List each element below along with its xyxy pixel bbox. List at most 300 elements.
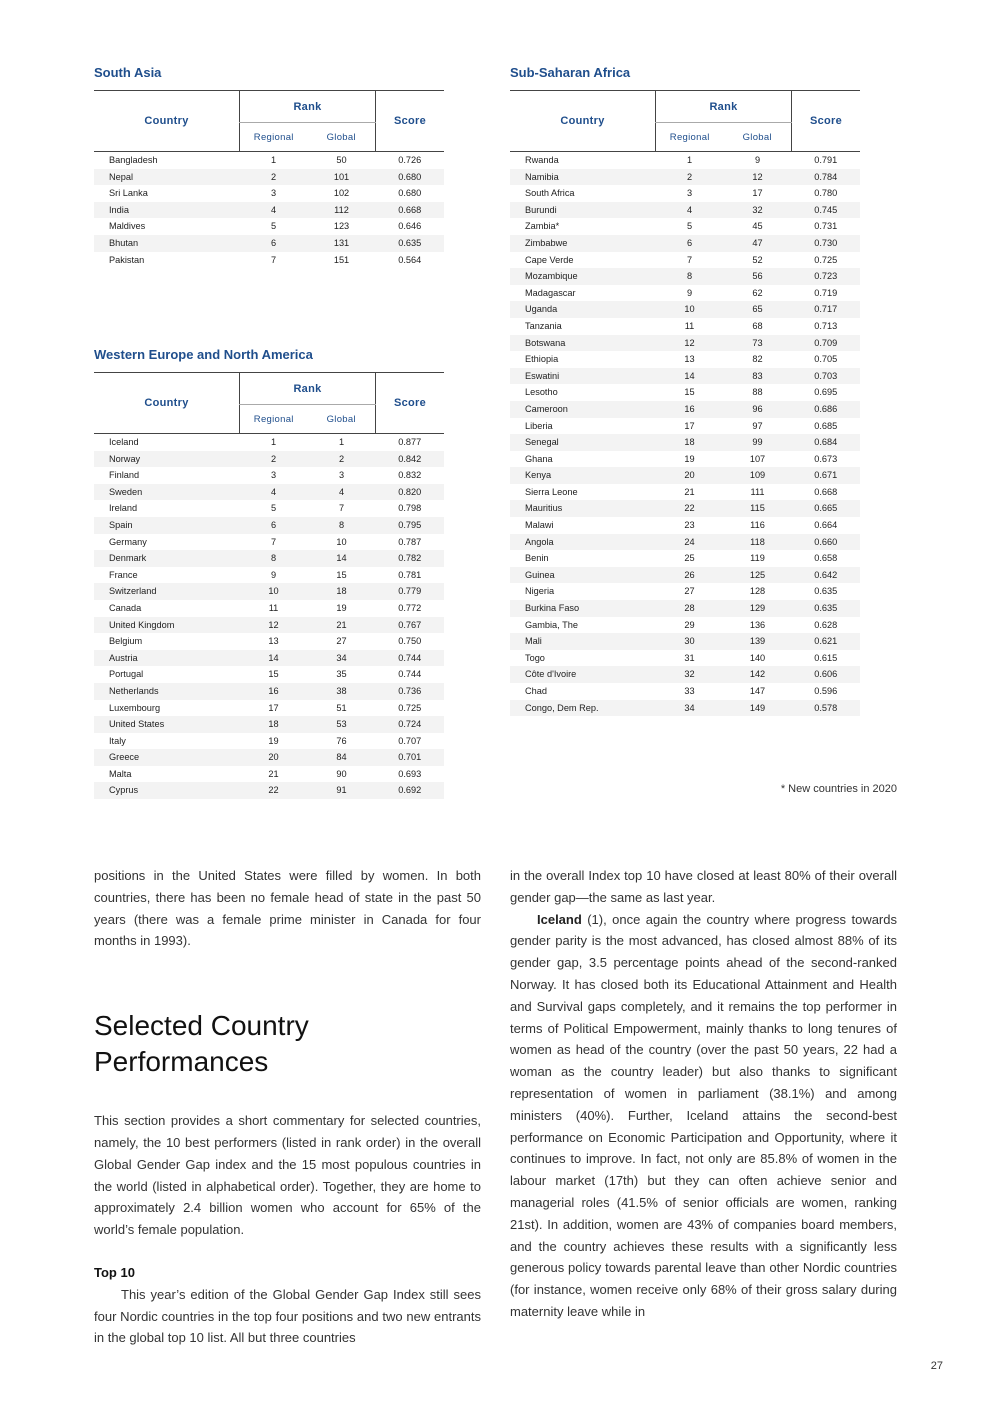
- cell-country: United Kingdom: [94, 617, 240, 634]
- table-row: [510, 534, 860, 551]
- cell-regional-rank: 10: [656, 301, 724, 318]
- cell-score: 0.692: [376, 782, 445, 799]
- cell-country: Guinea: [510, 567, 656, 584]
- cell-country: Finland: [109, 470, 140, 481]
- cell-regional-rank: 24: [656, 534, 724, 551]
- cell-country: Burkina Faso: [510, 600, 656, 617]
- cell-score: 0.736: [376, 683, 445, 700]
- table-row: [510, 700, 860, 717]
- cell-regional-rank: 33: [684, 686, 695, 696]
- table-row: [510, 235, 860, 252]
- cell-country: Tanzania: [525, 320, 562, 331]
- heading-line: Performances: [94, 1046, 269, 1078]
- cell-score: 0.767: [376, 617, 445, 634]
- cell-score: 0.745: [792, 202, 861, 219]
- footnote: * New countries in 2020: [780, 783, 897, 795]
- cell-score: 0.744: [376, 650, 445, 667]
- table-row: [510, 169, 860, 186]
- table-row: [94, 633, 444, 650]
- cell-regional-rank: 6: [656, 235, 724, 252]
- cell-regional-rank: 31: [684, 652, 695, 663]
- cell-global-rank: 65: [724, 301, 792, 318]
- cell-score: 0.725: [398, 702, 422, 713]
- cell-score: 0.660: [792, 534, 861, 551]
- table-row: [510, 351, 860, 368]
- cell-score: 0.709: [792, 335, 861, 352]
- cell-score: 0.668: [376, 202, 445, 219]
- cell-global-rank: 131: [308, 235, 376, 252]
- cell-global-rank: 116: [750, 520, 765, 531]
- cell-global-rank: 12: [724, 169, 792, 186]
- cell-country: Rwanda: [525, 155, 559, 165]
- column-header-regional: Regional: [656, 123, 724, 152]
- table-row: [510, 218, 860, 235]
- cell-score: 0.615: [814, 652, 838, 663]
- cell-country: Belgium: [109, 636, 143, 647]
- cell-global-rank: 111: [750, 486, 765, 497]
- table-row: [94, 534, 444, 551]
- cell-global-rank: 8: [308, 517, 376, 534]
- table-row: [94, 235, 444, 252]
- cell-country: Italy: [109, 735, 126, 746]
- cell-regional-rank: 27: [684, 586, 695, 597]
- cell-country: Lesotho: [525, 387, 558, 398]
- cell-country: Greece: [94, 749, 240, 766]
- cell-country: Cyprus: [94, 782, 240, 799]
- cell-global-rank: 90: [336, 768, 347, 779]
- cell-country: Nepal: [94, 169, 240, 186]
- cell-country: Denmark: [94, 550, 240, 567]
- cell-country: Canada: [109, 602, 142, 613]
- cell-regional-rank: 15: [268, 669, 279, 680]
- table-row: [510, 567, 860, 584]
- table-row: [510, 484, 860, 501]
- cell-global-rank: 56: [724, 268, 792, 285]
- column-header-country: Country: [510, 91, 656, 152]
- table-row: [94, 567, 444, 584]
- cell-score: 0.832: [398, 470, 422, 481]
- cell-score: 0.719: [814, 287, 838, 298]
- cell-global-rank: 35: [336, 669, 347, 680]
- cell-regional-rank: 5: [270, 221, 277, 232]
- cell-global-rank: 101: [308, 169, 376, 186]
- cell-global-rank: 82: [752, 354, 763, 365]
- cell-country: Botswana: [510, 335, 656, 352]
- table-row: [94, 550, 444, 567]
- table-title-western-europe: Western Europe and North America: [94, 347, 313, 362]
- cell-score: 0.784: [792, 169, 861, 186]
- column-header-country: Country: [94, 91, 240, 152]
- column-header-score: Score: [376, 91, 445, 152]
- cell-regional-rank: 1: [270, 155, 277, 165]
- table-row: [94, 185, 444, 202]
- cell-global-rank: 97: [752, 420, 763, 431]
- cell-country: Mauritius: [510, 500, 656, 517]
- table-row: [510, 617, 860, 634]
- cell-regional-rank: 7: [686, 254, 693, 265]
- column-header-score: Score: [792, 91, 861, 152]
- cell-regional-rank: 9: [686, 287, 693, 298]
- iceland-bold: Iceland: [537, 911, 582, 927]
- cell-global-rank: 47: [724, 235, 792, 252]
- cell-score: 0.730: [792, 235, 861, 252]
- cell-score: 0.685: [814, 420, 838, 431]
- cell-global-rank: 139: [724, 633, 792, 650]
- cell-country: Madagascar: [525, 287, 576, 298]
- cell-country: Netherlands: [94, 683, 240, 700]
- cell-regional-rank: 25: [684, 553, 695, 564]
- cell-global-rank: 84: [308, 749, 376, 766]
- cell-country: Kenya: [510, 467, 656, 484]
- cell-regional-rank: 6: [240, 517, 308, 534]
- column-header-country: Country: [94, 373, 240, 434]
- paragraph-iceland: [510, 909, 897, 1323]
- table-row: [510, 418, 860, 435]
- cell-global-rank: 118: [724, 534, 792, 551]
- cell-score: 0.787: [398, 536, 422, 547]
- table-block-sub-saharan: [510, 65, 860, 716]
- cell-country: Burundi: [510, 202, 656, 219]
- right-text-column: [510, 865, 897, 1323]
- column-header-rank: Rank: [240, 373, 376, 405]
- cell-score: 0.658: [814, 553, 838, 564]
- table-row: [94, 716, 444, 733]
- cell-regional-rank: 9: [270, 569, 277, 580]
- cell-regional-rank: 20: [240, 749, 308, 766]
- cell-score: 0.596: [814, 686, 838, 696]
- cell-country: Norway: [94, 451, 240, 468]
- cell-score: 0.795: [376, 517, 445, 534]
- table-row: [94, 500, 444, 517]
- table-row: [510, 301, 860, 318]
- cell-regional-rank: 2: [656, 169, 724, 186]
- table-row: [510, 683, 860, 700]
- cell-regional-rank: 21: [268, 768, 279, 779]
- cell-regional-rank: 14: [656, 368, 724, 385]
- cell-score: 0.750: [398, 636, 422, 647]
- cell-score: 0.707: [398, 735, 422, 746]
- cell-global-rank: 128: [749, 586, 766, 597]
- cell-global-rank: 149: [724, 700, 792, 717]
- table-row: [510, 467, 860, 484]
- table-row: [94, 152, 444, 169]
- cell-regional-rank: 8: [656, 268, 724, 285]
- cell-score: 0.668: [814, 486, 838, 497]
- table-row: [510, 252, 860, 269]
- cell-country: Gambia, The: [525, 619, 578, 630]
- table-row: [510, 434, 860, 451]
- cell-global-rank: 17: [752, 188, 763, 199]
- cell-global-rank: 112: [308, 202, 376, 219]
- cell-regional-rank: 14: [240, 650, 308, 667]
- cell-regional-rank: 20: [656, 467, 724, 484]
- cell-score: 0.798: [398, 503, 422, 514]
- cell-score: 0.842: [376, 451, 445, 468]
- table-row: [510, 633, 860, 650]
- cell-country: Switzerland: [94, 583, 240, 600]
- cell-global-rank: 115: [724, 500, 792, 517]
- cell-score: 0.680: [398, 188, 422, 199]
- cell-global-rank: 136: [749, 619, 766, 630]
- cell-global-rank: 119: [750, 553, 765, 564]
- cell-global-rank: 140: [749, 652, 766, 663]
- table-row: [94, 666, 444, 683]
- cell-regional-rank: 10: [240, 583, 308, 600]
- cell-country: Austria: [94, 650, 240, 667]
- table-row: [510, 650, 860, 667]
- cell-score: 0.726: [398, 155, 422, 165]
- cell-score: 0.779: [376, 583, 445, 600]
- cell-regional-rank: 1: [270, 437, 277, 447]
- cell-score: 0.820: [376, 484, 445, 501]
- column-header-rank: Rank: [656, 91, 792, 123]
- cell-regional-rank: 30: [656, 633, 724, 650]
- cell-regional-rank: 7: [270, 536, 277, 547]
- cell-global-rank: 99: [724, 434, 792, 451]
- cell-global-rank: 62: [752, 287, 763, 298]
- cell-country: Angola: [510, 534, 656, 551]
- table-row: [94, 484, 444, 501]
- cell-regional-rank: 12: [240, 617, 308, 634]
- cell-global-rank: 123: [333, 221, 350, 232]
- table-row: [94, 202, 444, 219]
- cell-country: France: [109, 569, 138, 580]
- column-header-regional: Regional: [240, 123, 308, 152]
- cell-global-rank: 91: [308, 782, 376, 799]
- cell-score: 0.772: [398, 602, 422, 613]
- table-row: [94, 782, 444, 799]
- cell-regional-rank: 13: [268, 636, 279, 647]
- paragraph-text: (1), once again the country where progress towards gender parity is the most advanced, has closed almost 88% of its gender gap, 3.5 percentage points ahead of the second-ranked Norway. It has closed both its Educational Attainment and Health and Survival gaps completely, and it remains the top performer in terms of Political Empowerment, mainly thanks to long tenures of women as head of the country (over the past 50 years, 22 had a woman as the country leader) but also thanks to significant representation of women in parliament (38.1%) and among ministers (40%). Further, Iceland attains the second-best performance on Economic Participation and Opportunity, where it continues to improve. In fact, not only are 85.8% of women in the labour market (17th) but they can often achieve senior and managerial roles (41.5% of senior officials are women, ranking 21st). In addition, women are 43% of companies board members, and the country achieves these results with a significantly less generous policy towards parental leave than other Nordic countries (for instance, women receive only 68% of their gross salary during maternity leave while in: [510, 911, 897, 1319]
- cell-regional-rank: 26: [656, 567, 724, 584]
- cell-global-rank: 9: [754, 155, 761, 165]
- cell-global-rank: 107: [749, 453, 766, 464]
- table-row: [510, 666, 860, 683]
- table-row: [94, 517, 444, 534]
- table-row: [94, 451, 444, 468]
- table-row: [510, 401, 860, 418]
- table-row: [94, 583, 444, 600]
- cell-global-rank: 18: [308, 583, 376, 600]
- cell-score: 0.664: [814, 520, 838, 531]
- table-row: [510, 517, 860, 534]
- cell-score: 0.628: [814, 619, 838, 630]
- cell-regional-rank: 17: [268, 702, 279, 713]
- subheading-top-10: Top 10: [94, 1264, 135, 1280]
- cell-score: 0.744: [398, 669, 422, 680]
- table-row: [94, 749, 444, 766]
- cell-country: Iceland: [109, 437, 139, 447]
- table-row: [94, 766, 444, 783]
- cell-regional-rank: 11: [684, 320, 695, 331]
- cell-regional-rank: 8: [240, 550, 308, 567]
- table-row: [94, 218, 444, 235]
- cell-country: Germany: [109, 536, 147, 547]
- cell-country: Senegal: [510, 434, 656, 451]
- cell-regional-rank: 5: [686, 221, 693, 232]
- table-row: [510, 285, 860, 302]
- cell-global-rank: 32: [724, 202, 792, 219]
- paragraph: in the overall Index top 10 have closed at least 80% of their overall gender gap—the same as last year.: [510, 868, 897, 905]
- cell-country: Namibia: [510, 169, 656, 186]
- column-header-score: Score: [376, 373, 445, 434]
- cell-country: Portugal: [109, 669, 144, 680]
- cell-score: 0.665: [792, 500, 861, 517]
- cell-regional-rank: 3: [270, 188, 277, 199]
- cell-score: 0.621: [792, 633, 861, 650]
- cell-regional-rank: 3: [686, 188, 693, 199]
- cell-regional-rank: 29: [684, 619, 695, 630]
- cell-country: Chad: [525, 686, 547, 696]
- cell-regional-rank: 3: [270, 470, 277, 481]
- cell-score: 0.635: [814, 586, 838, 597]
- cell-global-rank: 10: [336, 536, 347, 547]
- cell-country: Luxembourg: [109, 702, 161, 713]
- cell-regional-rank: 1: [686, 155, 693, 165]
- cell-regional-rank: 2: [240, 169, 308, 186]
- cell-regional-rank: 4: [240, 202, 308, 219]
- cell-global-rank: 129: [724, 600, 792, 617]
- cell-country: Bhutan: [94, 235, 240, 252]
- cell-country: Zambia*: [525, 221, 560, 232]
- cell-country: Côte d'Ivoire: [510, 666, 656, 683]
- column-header-rank: Rank: [240, 91, 376, 123]
- table-row: [510, 368, 860, 385]
- table-title-south-asia: South Asia: [94, 65, 162, 80]
- cell-regional-rank: 23: [684, 520, 695, 531]
- cell-country: Liberia: [525, 420, 553, 431]
- cell-global-rank: 147: [749, 686, 766, 696]
- table-row: [94, 650, 444, 667]
- cell-regional-rank: 21: [684, 486, 695, 497]
- ranking-table-western-europe: [94, 372, 444, 799]
- table-row: [510, 185, 860, 202]
- cell-global-rank: 88: [752, 387, 763, 398]
- cell-global-rank: 52: [752, 254, 763, 265]
- cell-global-rank: 15: [336, 569, 347, 580]
- cell-country: Bangladesh: [109, 155, 158, 165]
- cell-score: 0.731: [814, 221, 838, 232]
- table-row: [510, 583, 860, 600]
- table-row: [94, 700, 444, 717]
- cell-global-rank: 7: [338, 503, 345, 514]
- cell-score: 0.635: [792, 600, 861, 617]
- cell-country: South Africa: [525, 188, 575, 199]
- cell-country: Togo: [525, 652, 545, 663]
- cell-country: India: [94, 202, 240, 219]
- cell-score: 0.578: [792, 700, 861, 717]
- table-row: [94, 467, 444, 484]
- cell-country: Mozambique: [510, 268, 656, 285]
- cell-global-rank: 83: [724, 368, 792, 385]
- cell-score: 0.673: [814, 453, 838, 464]
- cell-country: Cape Verde: [525, 254, 574, 265]
- table-row: [94, 169, 444, 186]
- cell-global-rank: 45: [752, 221, 763, 232]
- cell-score: 0.671: [792, 467, 861, 484]
- cell-regional-rank: 17: [684, 420, 695, 431]
- cell-global-rank: 96: [724, 401, 792, 418]
- cell-country: Eswatini: [510, 368, 656, 385]
- cell-score: 0.646: [398, 221, 422, 232]
- cell-global-rank: 109: [724, 467, 792, 484]
- column-header-global: Global: [724, 123, 792, 152]
- table-row: [94, 600, 444, 617]
- cell-country: Ireland: [109, 503, 138, 514]
- cell-regional-rank: 22: [240, 782, 308, 799]
- cell-country: United States: [94, 716, 240, 733]
- cell-score: 0.877: [398, 437, 422, 447]
- cell-global-rank: 19: [336, 602, 347, 613]
- column-header-global: Global: [308, 123, 376, 152]
- cell-score: 0.725: [814, 254, 838, 265]
- cell-score: 0.703: [792, 368, 861, 385]
- cell-country: Maldives: [109, 221, 146, 232]
- cell-global-rank: 102: [333, 188, 350, 199]
- cell-score: 0.724: [376, 716, 445, 733]
- table-row: [94, 617, 444, 634]
- cell-regional-rank: 34: [656, 700, 724, 717]
- paragraph: positions in the United States were filled by women. In both countries, there has been no female head of state in the past 50 years (there was a female prime minister in Canada for four months in 1993).: [94, 868, 481, 949]
- cell-score: 0.642: [792, 567, 861, 584]
- table-row: [94, 434, 444, 451]
- cell-score: 0.713: [814, 320, 838, 331]
- cell-global-rank: 34: [308, 650, 376, 667]
- cell-global-rank: 76: [336, 735, 347, 746]
- paragraph: This section provides a short commentary for selected countries, namely, the 10 best performers (listed in rank order) in the overall Global Gender Gap index and the 15 most populous countries in the world (listed in alphabetical order). Together, they are home to approximately 2.4 billion women who account for 65% of the world’s female population.: [94, 1113, 481, 1238]
- cell-regional-rank: 28: [656, 600, 724, 617]
- cell-global-rank: 125: [724, 567, 792, 584]
- ranking-table-sub-saharan: [510, 90, 860, 716]
- ranking-table-south-asia: [94, 90, 444, 268]
- cell-global-rank: 50: [336, 155, 347, 165]
- cell-country: Mali: [510, 633, 656, 650]
- table-row: [510, 202, 860, 219]
- cell-country: Sri Lanka: [109, 188, 148, 199]
- cell-country: Congo, Dem Rep.: [510, 700, 656, 717]
- cell-score: 0.686: [792, 401, 861, 418]
- cell-regional-rank: 2: [240, 451, 308, 468]
- cell-global-rank: 1: [338, 437, 345, 447]
- table-row: [510, 500, 860, 517]
- column-header-regional: Regional: [240, 405, 308, 434]
- cell-country: Spain: [94, 517, 240, 534]
- table-row: [510, 600, 860, 617]
- table-row: [94, 733, 444, 750]
- cell-regional-rank: 11: [268, 602, 279, 613]
- cell-score: 0.606: [792, 666, 861, 683]
- cell-country: Nigeria: [525, 586, 555, 597]
- table-row: [510, 451, 860, 468]
- cell-country: Ethiopia: [525, 354, 559, 365]
- left-text-column: [94, 865, 481, 1349]
- cell-regional-rank: 18: [656, 434, 724, 451]
- table-block-western-europe: [94, 347, 444, 799]
- column-header-global: Global: [308, 405, 376, 434]
- cell-country: Sierra Leone: [525, 486, 578, 497]
- page-number: 27: [930, 1360, 943, 1372]
- cell-regional-rank: 4: [240, 484, 308, 501]
- cell-regional-rank: 5: [270, 503, 277, 514]
- cell-regional-rank: 18: [240, 716, 308, 733]
- cell-global-rank: 2: [308, 451, 376, 468]
- cell-country: Zimbabwe: [510, 235, 656, 252]
- table-row: [94, 252, 444, 269]
- cell-score: 0.791: [814, 155, 838, 165]
- cell-country: Pakistan: [109, 254, 145, 265]
- cell-score: 0.723: [792, 268, 861, 285]
- cell-global-rank: 151: [333, 254, 350, 265]
